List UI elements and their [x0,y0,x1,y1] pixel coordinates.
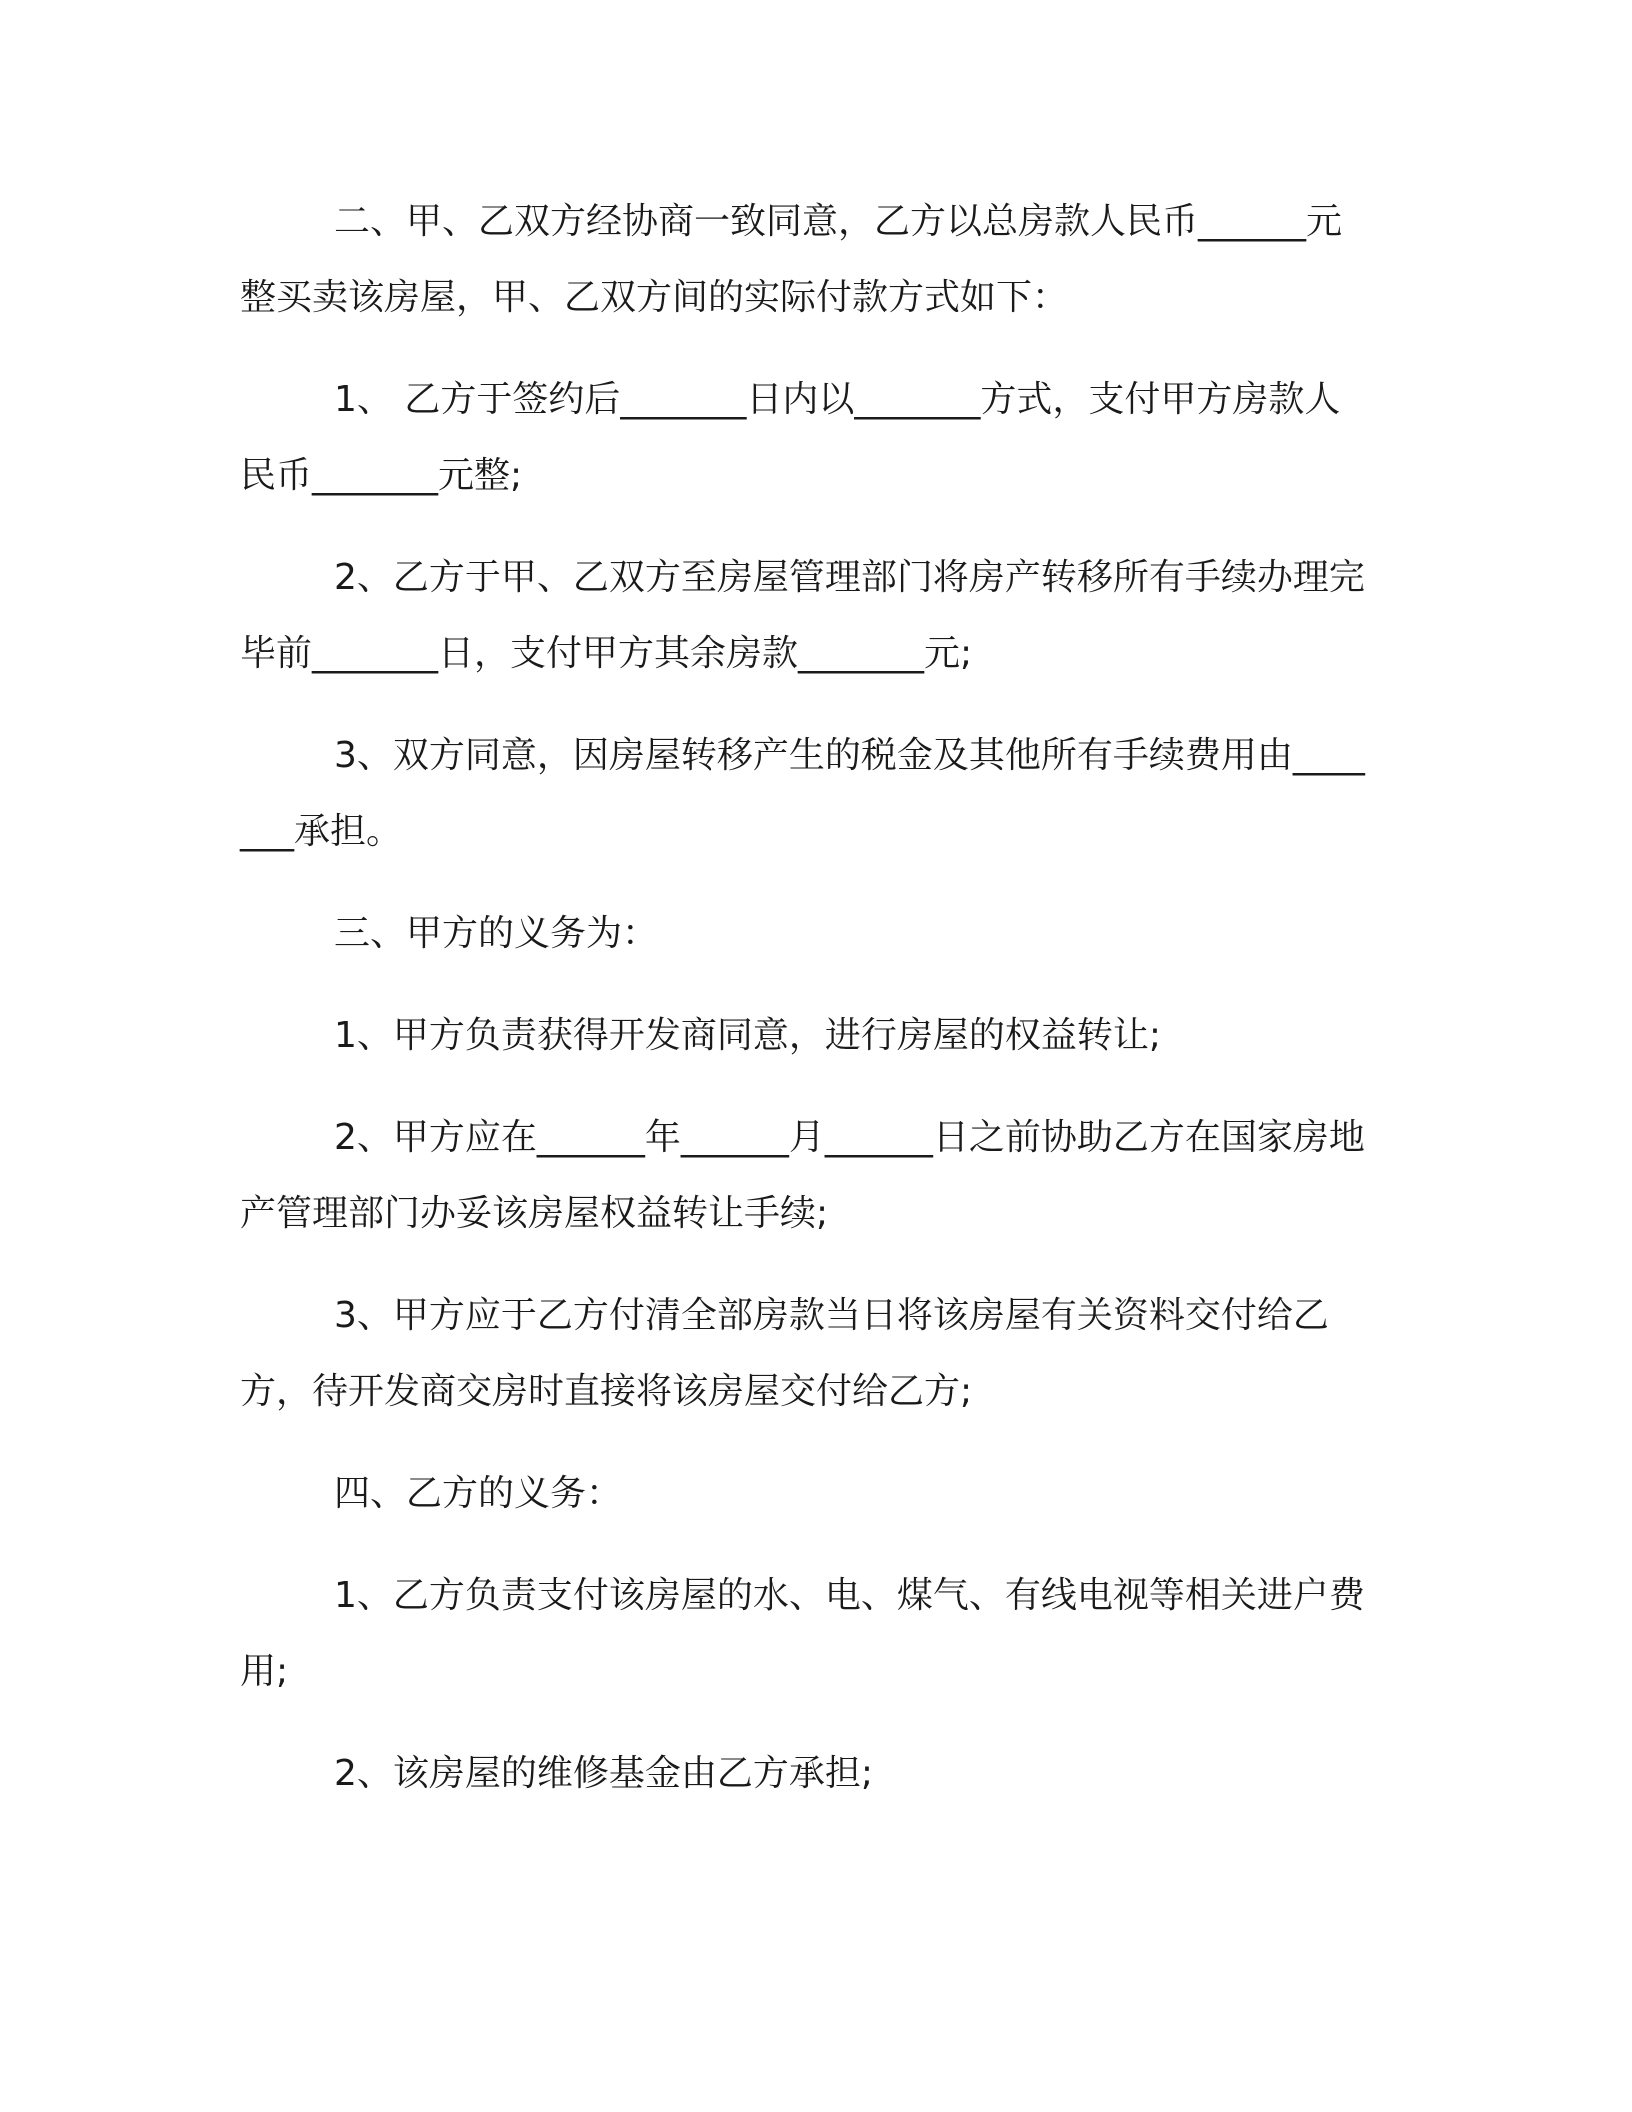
document-body [240,184,1370,1838]
clause-3-item-1: 1、甲方负责获得开发商同意，进行房屋的权益转让; [334,1015,1162,1056]
clause-4-heading: 四、乙方的义务： [334,1473,623,1514]
clause-2-item-1: 1、 乙方于签约后_______日内以_______方式，支付甲方房款人民币_______元整; [240,379,1341,496]
clause-3-item-3: 3、甲方应于乙方付清全部房款当日将该房屋有关资料交付给乙方，待开发商交房时直接将该房屋交付给乙方; [240,1295,1329,1412]
clause-2-item-3: 3、双方同意，因房屋转移产生的税金及其他所有手续费用由_______承担。 [240,735,1365,852]
clause-3-item-2: 2、甲方应在______年______月______日之前协助乙方在国家房地产管理部门办妥该房屋权益转让手续; [240,1117,1365,1234]
clause-4-item-1: 1、乙方负责支付该房屋的水、电、煤气、有线电视等相关进户费用; [240,1575,1365,1692]
clause-3-heading: 三、甲方的义务为： [334,913,659,954]
clause-2-item-2: 2、乙方于甲、乙双方至房屋管理部门将房产转移所有手续办理完毕前_______日，支付甲方其余房款_______元; [240,557,1365,674]
clause-4-item-2: 2、该房屋的维修基金由乙方承担; [334,1753,874,1794]
clause-2-paragraph: 二、甲、乙双方经协商一致同意，乙方以总房款人民币______元整买卖该房屋，甲、乙双方间的实际付款方式如下： [240,201,1343,318]
